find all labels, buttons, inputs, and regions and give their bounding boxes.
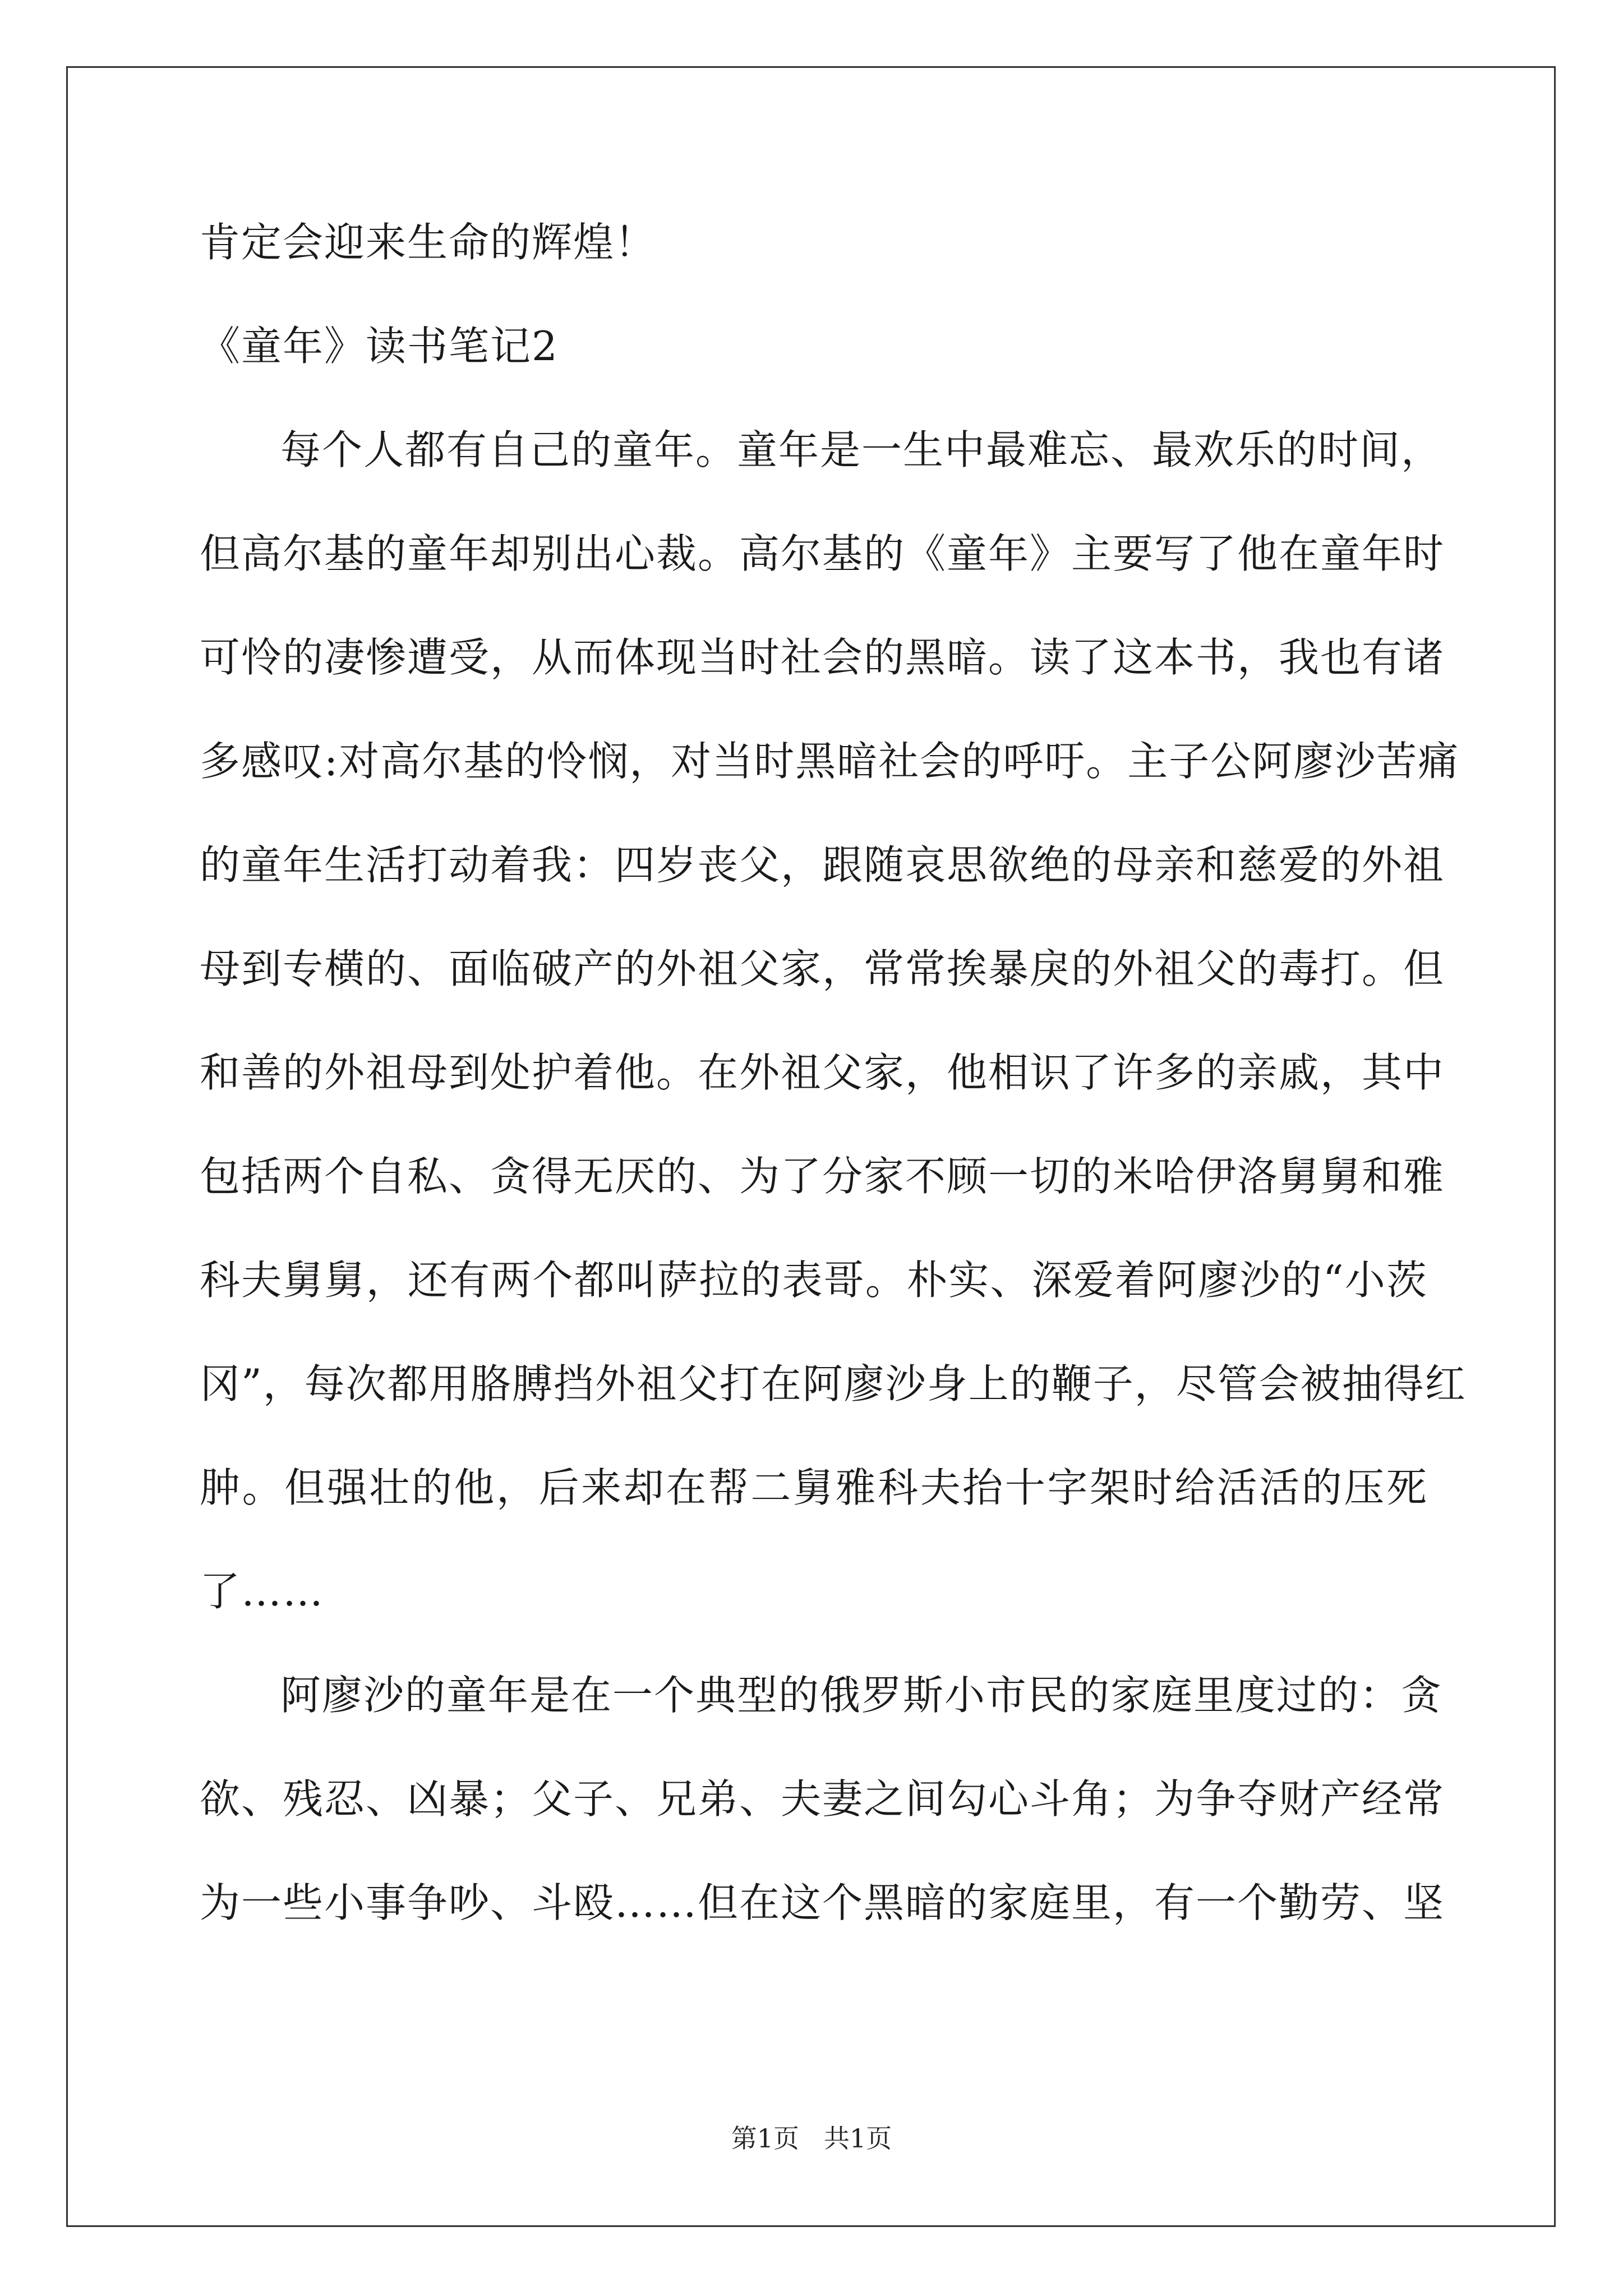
paragraph-line: 欲、残忍、凶暴；父子、兄弟、夫妻之间勾心斗角；为争夺财产经常 xyxy=(200,1775,1445,1823)
paragraph-line: 冈”，每次都用胳膊挡外祖父打在阿廖沙身上的鞭子，尽管会被抽得红 xyxy=(200,1360,1467,1407)
intro-line: 肯定会迎来生命的辉煌！ xyxy=(200,219,657,266)
paragraph-line: 阿廖沙的童年是在一个典型的俄罗斯小市民的家庭里度过的：贪 xyxy=(280,1672,1443,1719)
paragraph-line: 母到专横的、面临破产的外祖父家，常常挨暴戾的外祖父的毒打。但 xyxy=(200,945,1445,992)
paragraph-line: 和善的外祖母到处护着他。在外祖父家，他相识了许多的亲戚，其中 xyxy=(200,1049,1445,1096)
paragraph-line: 可怜的凄惨遭受，从而体现当时社会的黑暗。读了这本书，我也有诸 xyxy=(200,634,1445,681)
paragraph-line: 的童年生活打动着我：四岁丧父，跟随哀思欲绝的母亲和慈爱的外祖 xyxy=(200,841,1445,889)
paragraph-line: 肿。但强壮的他，后来却在帮二舅雅科夫抬十字架时给活活的压死 xyxy=(200,1464,1428,1511)
paragraph-line: 每个人都有自己的童年。童年是一生中最难忘、最欢乐的时间， xyxy=(280,426,1443,473)
page-footer xyxy=(0,2122,1623,2155)
paragraph-line: 为一些小事争吵、斗殴……但在这个黑暗的家庭里，有一个勤劳、坚 xyxy=(200,1879,1445,1926)
paragraph-line: 多感叹:对高尔基的怜悯，对当时黑暗社会的呼吁。主子公阿廖沙苦痛 xyxy=(200,738,1460,785)
section-title: 《童年》读书笔记2 xyxy=(200,323,559,370)
paragraph-line: 包括两个自私、贪得无厌的、为了分家不顾一切的米哈伊洛舅舅和雅 xyxy=(200,1153,1445,1200)
page-total: 共1页 xyxy=(823,2123,892,2154)
page-number: 第1页 xyxy=(731,2123,800,2154)
paragraph-line: 了…… xyxy=(200,1568,325,1615)
paragraph-line: 但高尔基的童年却别出心裁。高尔基的《童年》主要写了他在童年时 xyxy=(200,530,1445,577)
paragraph-line: 科夫舅舅，还有两个都叫萨拉的表哥。朴实、深爱着阿廖沙的“小茨 xyxy=(200,1257,1428,1304)
